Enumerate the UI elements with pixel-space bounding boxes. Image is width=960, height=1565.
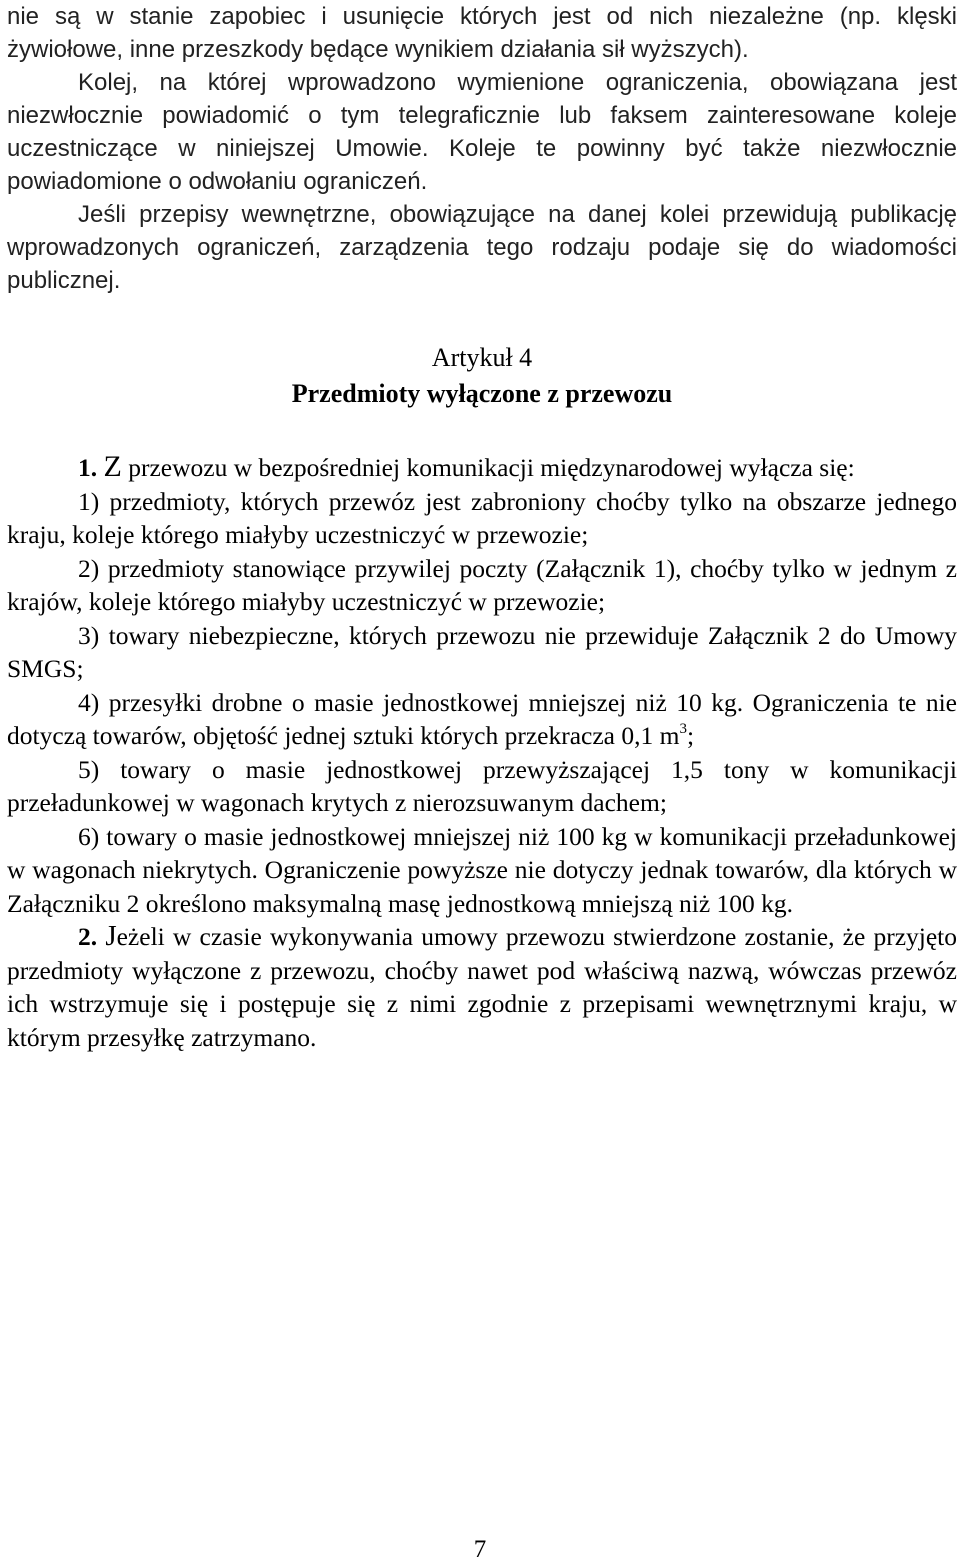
section-2-number: 2.: [78, 922, 98, 951]
list-item-5: 5) towary o masie jednostkowej przewyższającej 1,5 tony w komunikacji przeładunkowej w wagonach krytych z nierozsuwanym dachem;: [7, 754, 957, 817]
paragraph-notification: Kolej, na której wprowadzono wymienione ograniczenia, obowiązana jest niezwłocznie powiadomić o tym telegraficznie lub faksem zainteresowane koleje uczestniczące w niniejszej Umowie. Koleje te powinny być także niezwłocznie powiadomione o odwołaniu ograniczeń.: [7, 69, 957, 195]
section-2-first-letter: J: [105, 920, 117, 952]
article-number: Artykuł 4: [431, 343, 533, 372]
superscript-3: 3: [679, 721, 687, 737]
section-2-paragraph: [7, 920, 957, 1054]
page-number: 7: [473, 1536, 487, 1563]
list-item-1: 1) przedmioty, których przewóz jest zabroniony choćby tylko na obszarze jednego kraju, koleje którego miałyby uczestniczyć w przewozie;: [7, 486, 957, 549]
list-item-4-text: 4) przesyłki drobne o masie jednostkowej mniejszej niż 10 kg. Ograniczenia te nie dotyczą towarów, objętość jednej sztuki których przekracza 0,1 m: [7, 687, 957, 750]
paragraph-publication: Jeśli przepisy wewnętrzne, obowiązujące na danej kolei przewidują publikację wprowadzonych ograniczeń, zarządzenia tego rodzaju podaje się do wiadomości publicznej.: [7, 201, 957, 294]
section-1-number: 1.: [78, 453, 98, 482]
section-2-text: eżeli w czasie wykonywania umowy przewozu stwierdzone zostanie, że przyjęto przedmioty wyłączone z przewozu, choćby nawet pod właściwą nazwą, wówczas przewóz ich wstrzymuje się i postępuje się z nimi zgodnie z przepisami wewnętrznymi kraju, w którym przesyłkę zatrzymano.: [7, 922, 958, 1052]
list-item-3: 3) towary niebezpieczne, których przewozu nie przewiduje Załącznik 2 do Umowy SMGS;: [7, 620, 957, 683]
paragraph-continuation: nie są w stanie zapobiec i usunięcie których jest od nich niezależne (np. klęski żywiołowe, inne przeszkody będące wynikiem działania sił wyższych).: [7, 3, 957, 63]
section-1-intro: [7, 450, 957, 485]
list-item-4-tail: ;: [686, 721, 695, 750]
section-1-intro-text: przewozu w bezpośredniej komunikacji międzynarodowej wyłącza się:: [121, 453, 855, 482]
document-page: [7, 0, 957, 1054]
article-title: Przedmioty wyłączone z przewozu: [291, 379, 673, 408]
list-item-4: [7, 686, 957, 753]
list-item-2: 2) przedmioty stanowiące przywilej poczty (Załącznik 1), choćby tylko w jednym z krajów, koleje którego miałyby uczestniczyć w przewozie;: [7, 553, 957, 616]
list-item-6: 6) towary o masie jednostkowej mniejszej niż 100 kg w komunikacji przeładunkowej w wagonach niekrytych. Ograniczenie powyższe nie dotyczy jednak towarów, dla których w Załączniku 2 określono maksymalną masę jednostkową mniejszą niż 100 kg.: [7, 821, 957, 918]
section-1-first-letter: Z: [103, 450, 122, 483]
